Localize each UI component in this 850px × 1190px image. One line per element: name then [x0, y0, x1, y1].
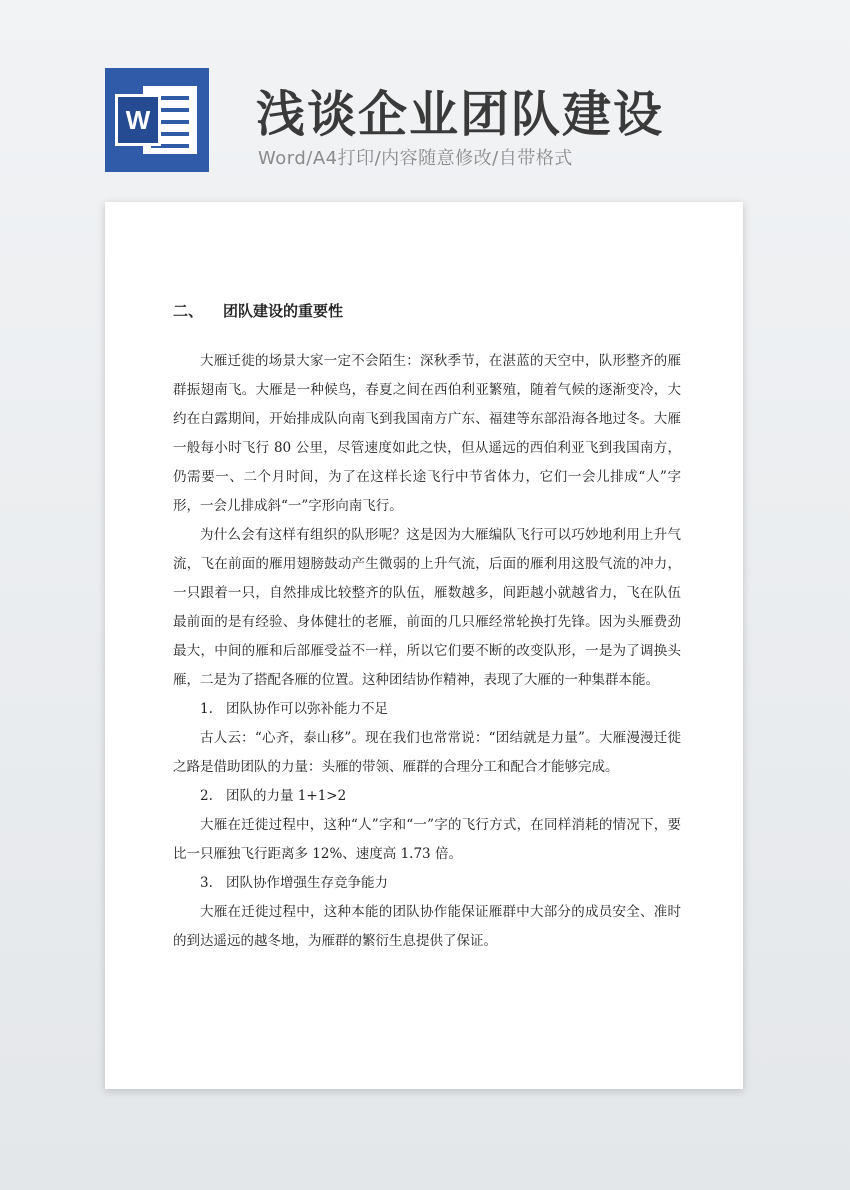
page-title: 浅谈企业团队建设 [256, 86, 665, 143]
word-w-icon [115, 94, 161, 146]
paragraph: 大雁在迁徙过程中，这种“人”字和“一”字的飞行方式，在同样消耗的情况下，要比一只雁独飞行距离多 12%、速度高 1.73 倍。 [173, 817, 681, 862]
word-logo [105, 68, 209, 172]
list-item [173, 782, 681, 811]
paragraph: 古人云：“心齐，泰山移”。现在我们也常常说：“团结就是力量”。大雁漫漫迁徙之路是借助团队的力量：头雁的带领、雁群的合理分工和配合才能够完成。 [173, 730, 681, 775]
paragraph: 为什么会有这样有组织的队形呢？这是因为大雁编队飞行可以巧妙地利用上升气流，飞在前面的雁用翅膀鼓动产生微弱的上升气流，后面的雁利用这股气流的冲力，一只跟着一只，自然排成比较整齐的队伍，雁数越多，间距越小就越省力，飞在队伍最前面的是有经验、身体健壮的老雁，前面的几只雁经常轮换打先锋。因为头雁费劲最大，中间的雁和后部雁受益不一样，所以它们要不断的改变队形，一是为了调换头雁，二是为了搭配各雁的位置。这种团结协作精神，表现了大雁的一种集群本能。 [173, 527, 681, 688]
section-heading-text: 团队建设的重要性 [223, 302, 344, 320]
list-item [173, 869, 681, 898]
list-item-text: 团队协作增强生存竞争能力 [226, 875, 388, 891]
list-item-number: 1. [200, 701, 213, 717]
list-item-number: 2. [200, 788, 213, 804]
list-item-text: 团队的力量 1+1>2 [226, 788, 347, 804]
page-subtitle: Word/A4打印/内容随意修改/自带格式 [258, 148, 573, 169]
paragraph: 大雁迁徙的场景大家一定不会陌生：深秋季节，在湛蓝的天空中，队形整齐的雁群振翅南飞。大雁是一种候鸟，春夏之间在西伯利亚繁殖，随着气候的逐渐变冷，大约在白露期间，开始排成队向南飞到我国南方广东、福建等东部沿海各地过冬。大雁一般每小时飞行 80 公里，尽管速度如此之快，但从遥远的西伯利亚飞到我国南方，仍需要一、二个月时间，为了在这样长途飞行中节省体力，它们一会儿排成“人”字形，一会儿排成斜“一”字形向南飞行。 [173, 353, 681, 514]
list-item-text: 团队协作可以弥补能力不足 [226, 701, 388, 717]
list-item-number: 3. [200, 875, 213, 891]
section-heading-number: 二、 [173, 302, 204, 320]
section-heading [173, 300, 681, 321]
list-item [173, 695, 681, 724]
paragraph: 大雁在迁徙过程中，这种本能的团队协作能保证雁群中大部分的成员安全、准时的到达遥远的越冬地，为雁群的繁衍生息提供了保证。 [173, 904, 681, 949]
word-w-letter: W [125, 104, 151, 135]
document-page [105, 202, 743, 1089]
document-content [173, 300, 681, 956]
